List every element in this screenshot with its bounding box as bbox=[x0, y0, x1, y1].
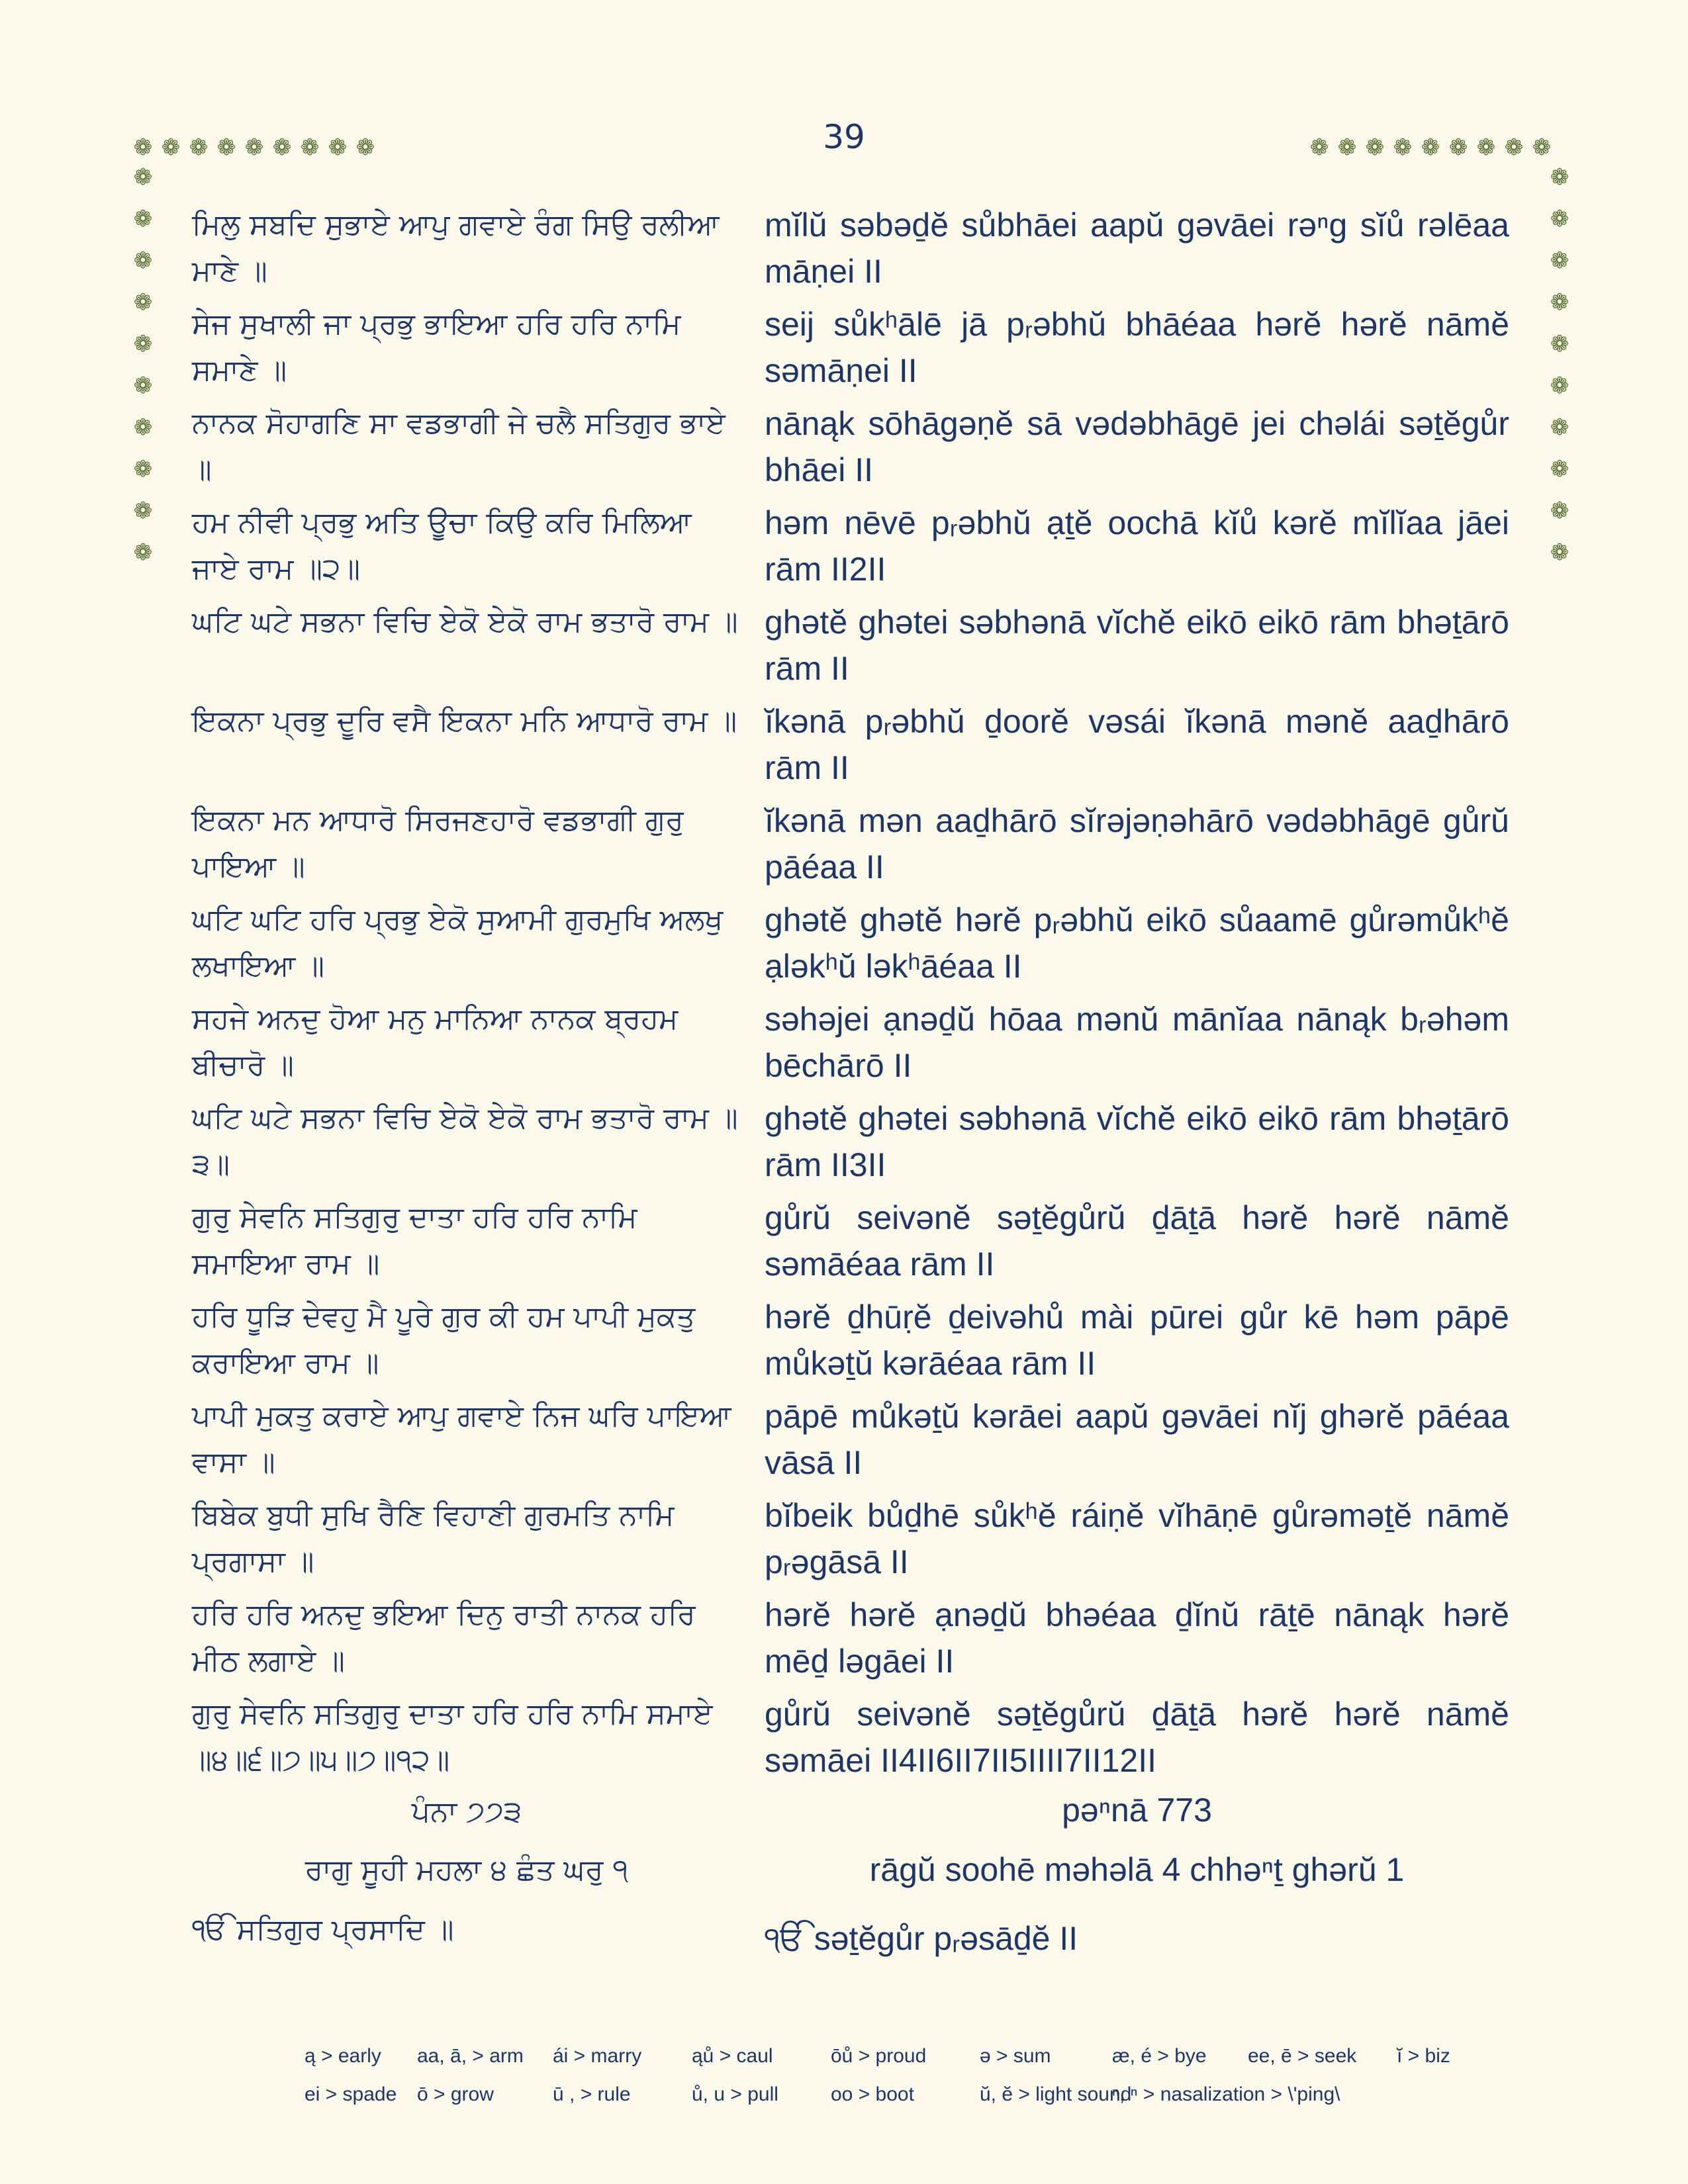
legend-entry: ą > early bbox=[305, 2045, 381, 2067]
verse-gurmukhi: ਬਿਬੇਕ ਬੁਧੀ ਸੁਖਿ ਰੈਣਿ ਵਿਹਾਣੀ ਗੁਰਮਤਿ ਨਾਮਿ ਪ੍ਰਗਾਸਾ ॥ bbox=[192, 1498, 675, 1578]
flower-ornament-icon: ❁ bbox=[1550, 289, 1570, 316]
verse-transliteration: həm nēvē pᵣəbhŭ ạṯĕ oochā kĭů kərĕ mĭlĭaa jāei rām II2II bbox=[765, 504, 1509, 588]
flower-ornament-icon: ❁ bbox=[133, 414, 153, 441]
verse-transliteration: nānąk sōhāgəṇĕ sā vədəbhāgē jei chəlái səṯĕgůr bhāei II bbox=[765, 405, 1509, 488]
flower-ornament-icon: ❁ bbox=[272, 134, 292, 161]
flower-ornament-icon: ❁ bbox=[161, 134, 181, 161]
verse-transliteration: gůrŭ seivənĕ səṯĕgůrŭ ḏāṯā hərĕ hərĕ nāmĕ səmāéaa rām II bbox=[765, 1199, 1509, 1283]
raag-heading-translit: rāgŭ soohē məhəlā 4 chhəⁿṯ ghərŭ 1 bbox=[869, 1851, 1405, 1888]
verse-gurmukhi: ਸੇਜ ਸੁਖਾਲੀ ਜਾ ਪ੍ਰਭੁ ਭਾਇਆ ਹਰਿ ਹਰਿ ਨਾਮਿ ਸਮਾਣੇ ॥ bbox=[192, 307, 681, 387]
verse-transliteration: ghətĕ ghətei səbhənā vĭchĕ eikō eikō rām bhəṯārō rām II3II bbox=[765, 1100, 1509, 1183]
invocation-translit: ੴ səṯĕgůr pᵣəsāḏĕ II bbox=[765, 1920, 1078, 1957]
verse-gurmukhi: ਪਾਪੀ ਮੁਕਤੁ ਕਰਾਏ ਆਪੁ ਗਵਾਏ ਨਿਜ ਘਰਿ ਪਾਇਆ ਵਾਸਾ ॥ bbox=[192, 1399, 731, 1479]
verse-gurmukhi: ਘਟਿ ਘਟਿ ਹਰਿ ਪ੍ਰਭੁ ਏਕੋ ਸੁਆਮੀ ਗੁਰਮੁਖਿ ਅਲਖੁ ਲਖਾਇਆ ॥ bbox=[192, 903, 724, 983]
flower-ornament-icon: ❁ bbox=[133, 539, 153, 566]
verse-transliteration: ghətĕ ghətei səbhənā vĭchĕ eikō eikō rām bhəṯārō rām II bbox=[765, 604, 1509, 687]
flower-ornament-icon: ❁ bbox=[133, 331, 153, 357]
verse-transliteration: bĭbeik bůḏhē sůkʰĕ ráiṇĕ vĭhāṇē gůrəməṯĕ nāmĕ pᵣəgāsā II bbox=[765, 1497, 1509, 1580]
verse-gurmukhi: ਹਮ ਨੀਵੀ ਪ੍ਰਭੁ ਅਤਿ ਊਚਾ ਕਿਉ ਕਰਿ ਮਿਲਿਆ ਜਾਏ ਰਾਮ ॥੨॥ bbox=[192, 506, 692, 586]
flower-ornament-icon: ❁ bbox=[1550, 248, 1570, 274]
invocation-gurmukhi: ੴ ਸਤਿਗੁਰ ਪ੍ਰਸਾਦਿ ॥ bbox=[192, 1913, 454, 1946]
verse-gurmukhi: ਹਰਿ ਧੂੜਿ ਦੇਵਹੁ ਮੈ ਪੂਰੇ ਗੁਰ ਕੀ ਹਮ ਪਾਪੀ ਮੁਕਤੁ ਕਰਾਇਆ ਰਾਮ ॥ bbox=[192, 1300, 696, 1380]
verse-gurmukhi: ਘਟਿ ਘਟੇ ਸਭਨਾ ਵਿਚਿ ਏਕੋ ਏਕੋ ਰਾਮ ਭਤਾਰੋ ਰਾਮ ॥ bbox=[192, 605, 738, 639]
verse-gurmukhi: ਮਿਲੁ ਸਬਦਿ ਸੁਭਾਏ ਆਪੁ ਗਵਾਏ ਰੰਗ ਸਿਉ ਰਲੀਆ ਮਾਣੇ ॥ bbox=[192, 208, 720, 288]
legend-entry: ŭ, ĕ > light sound bbox=[980, 2083, 1132, 2105]
flower-ornament-icon: ❁ bbox=[1309, 134, 1329, 161]
flower-ornament-icon: ❁ bbox=[328, 134, 348, 161]
page-ref-translit: pəⁿnā 773 bbox=[1062, 1792, 1212, 1829]
verse-gurmukhi: ਨਾਨਕ ਸੋਹਾਗਣਿ ਸਾ ਵਡਭਾਗੀ ਜੇ ਚਲੈ ਸਤਿਗੁਰ ਭਾਏ ॥ bbox=[192, 406, 726, 486]
verse-transliteration: mĭlŭ səbəḏĕ sůbhāei aapŭ gəvāei rəⁿg sĭů rəlēaa māṇei II bbox=[765, 206, 1509, 290]
flower-ornament-icon: ❁ bbox=[133, 134, 153, 161]
verse-gurmukhi: ਇਕਨਾ ਪ੍ਰਭੁ ਦੂਰਿ ਵਸੈ ਇਕਨਾ ਮਨਿ ਆਧਾਰੋ ਰਾਮ ॥ bbox=[192, 704, 737, 738]
flower-ornament-icon: ❁ bbox=[133, 498, 153, 524]
legend-entry: ō > grow bbox=[417, 2083, 494, 2105]
verse-transliteration: hərĕ hərĕ ạnəḏŭ bhəéaa ḏĭnŭ rāṯē nānąk hərĕ mēḏ ləgāei II bbox=[765, 1596, 1509, 1680]
verse-transliteration: pāpē můkəṯŭ kərāei aapŭ gəvāei nĭj ghərĕ pāéaa vāsā II bbox=[765, 1398, 1509, 1481]
legend-entry: ⁿ, ⁿ > nasalization > \'ping\ bbox=[1112, 2083, 1340, 2105]
flower-ornament-icon: ❁ bbox=[1337, 134, 1357, 161]
page-number: 39 bbox=[823, 118, 865, 156]
legend-entry: ei > spade bbox=[305, 2083, 397, 2105]
verse-gurmukhi: ਇਕਨਾ ਮਨ ਆਧਾਰੋ ਸਿਰਜਣਹਾਰੋ ਵਡਭਾਗੀ ਗੁਰੁ ਪਾਇਆ ॥ bbox=[192, 803, 684, 884]
flower-ornament-icon: ❁ bbox=[133, 373, 153, 399]
legend-entry: ū , > rule bbox=[553, 2083, 631, 2105]
verse-transliteration: hərĕ ḏhūṛĕ ḏeivəhů mài pūrei gůr kē həm pāpē můkəṯŭ kərāéaa rām II bbox=[765, 1298, 1509, 1382]
flower-ornament-icon: ❁ bbox=[1365, 134, 1385, 161]
flower-ornament-icon: ❁ bbox=[1504, 134, 1524, 161]
flower-ornament-icon: ❁ bbox=[133, 456, 153, 482]
legend-entry: ə > sum bbox=[980, 2045, 1051, 2067]
verse-gurmukhi: ਸਹਜੇ ਅਨਦੁ ਹੋਆ ਮਨੁ ਮਾਨਿਆ ਨਾਨਕ ਬ੍ਰਹਮ ਬੀਚਾਰੋ ॥ bbox=[192, 1002, 679, 1082]
legend-entry: æ, é > bye bbox=[1112, 2045, 1207, 2067]
flower-ornament-icon: ❁ bbox=[1550, 206, 1570, 232]
verse-gurmukhi: ਘਟਿ ਘਟੇ ਸਭਨਾ ਵਿਚਿ ਏਕੋ ਏਕੋ ਰਾਮ ਭਤਾਰੋ ਰਾਮ ॥੩॥ bbox=[192, 1101, 738, 1181]
legend-entry: ů, u > pull bbox=[692, 2083, 778, 2105]
verse-transliteration: seij sůkʰālē jā pᵣəbhŭ bhāéaa hərĕ hərĕ nāmĕ səmāṇei II bbox=[765, 306, 1509, 389]
legend-entry: oo > boot bbox=[831, 2083, 914, 2105]
flower-ornament-icon: ❁ bbox=[133, 164, 153, 191]
flower-ornament-icon: ❁ bbox=[133, 289, 153, 316]
flower-ornament-icon: ❁ bbox=[1550, 539, 1570, 566]
flower-ornament-icon: ❁ bbox=[355, 134, 375, 161]
flower-ornament-icon: ❁ bbox=[244, 134, 264, 161]
raag-heading-gurmukhi: ਰਾਗੁ ਸੂਹੀ ਮਹਲਾ ੪ ਛੰਤ ਘਰੁ ੧ bbox=[305, 1853, 629, 1887]
verse-transliteration: ĭkənā mən aaḏhārō sĭrəjəṇəhārō vədəbhāgē gůrŭ pāéaa II bbox=[765, 802, 1509, 886]
flower-ornament-icon: ❁ bbox=[1550, 331, 1570, 357]
flower-ornament-icon: ❁ bbox=[1476, 134, 1496, 161]
legend-entry: ĭ > biz bbox=[1397, 2045, 1450, 2067]
flower-ornament-icon: ❁ bbox=[133, 248, 153, 274]
verse-gurmukhi: ਹਰਿ ਹਰਿ ਅਨਦੁ ਭਇਆ ਦਿਨੁ ਰਾਤੀ ਨਾਨਕ ਹਰਿ ਮੀਠ ਲਗਾਏ ॥ bbox=[192, 1598, 696, 1678]
verse-transliteration: gůrŭ seivənĕ səṯĕgůrŭ ḏāṯā hərĕ hərĕ nāmĕ səmāei II4II6II7II5IIII7II12II bbox=[765, 1696, 1509, 1779]
verse-transliteration: ghətĕ ghətĕ hərĕ pᵣəbhŭ eikō sůaamē gůrəmůkʰĕ ạləkʰŭ ləkʰāéaa II bbox=[765, 901, 1509, 985]
flower-ornament-icon: ❁ bbox=[133, 206, 153, 232]
flower-ornament-icon: ❁ bbox=[1393, 134, 1413, 161]
flower-ornament-icon: ❁ bbox=[1550, 164, 1570, 191]
legend-entry: ái > marry bbox=[553, 2045, 642, 2067]
verse-gurmukhi: ਗੁਰੁ ਸੇਵਨਿ ਸਤਿਗੁਰੁ ਦਾਤਾ ਹਰਿ ਹਰਿ ਨਾਮਿ ਸਮਾਇਆ ਰਾਮ ॥ bbox=[192, 1201, 637, 1281]
legend-entry: ee, ē > seek bbox=[1248, 2045, 1357, 2067]
legend-entry: ąů > caul bbox=[692, 2045, 773, 2067]
verse-transliteration: ĭkənā pᵣəbhŭ ḏoorĕ vəsái ĭkənā mənĕ aaḏhārō rām II bbox=[765, 703, 1509, 786]
flower-ornament-icon: ❁ bbox=[1448, 134, 1468, 161]
flower-ornament-icon: ❁ bbox=[216, 134, 236, 161]
flower-ornament-icon: ❁ bbox=[189, 134, 209, 161]
verse-transliteration: səhəjei ạnəḏŭ hōaa mənŭ mānĭaa nānąk bᵣəhəm bēchārō II bbox=[765, 1001, 1509, 1084]
legend-entry: aa, ā, > arm bbox=[417, 2045, 524, 2067]
flower-ornament-icon: ❁ bbox=[1550, 498, 1570, 524]
flower-ornament-icon: ❁ bbox=[1550, 414, 1570, 441]
flower-ornament-icon: ❁ bbox=[1550, 456, 1570, 482]
flower-ornament-icon: ❁ bbox=[300, 134, 320, 161]
flower-ornament-icon: ❁ bbox=[1550, 373, 1570, 399]
verse-gurmukhi: ਗੁਰੁ ਸੇਵਨਿ ਸਤਿਗੁਰੁ ਦਾਤਾ ਹਰਿ ਹਰਿ ਨਾਮਿ ਸਮਾਏ ॥੪॥੬॥੭॥੫॥੭॥੧੨॥ bbox=[192, 1697, 713, 1777]
legend-entry: ōů > proud bbox=[831, 2045, 927, 2067]
flower-ornament-icon: ❁ bbox=[1421, 134, 1440, 161]
page-ref-gurmukhi: ਪੰਨਾ ੭੭੩ bbox=[411, 1795, 522, 1829]
flower-ornament-icon: ❁ bbox=[1532, 134, 1552, 161]
